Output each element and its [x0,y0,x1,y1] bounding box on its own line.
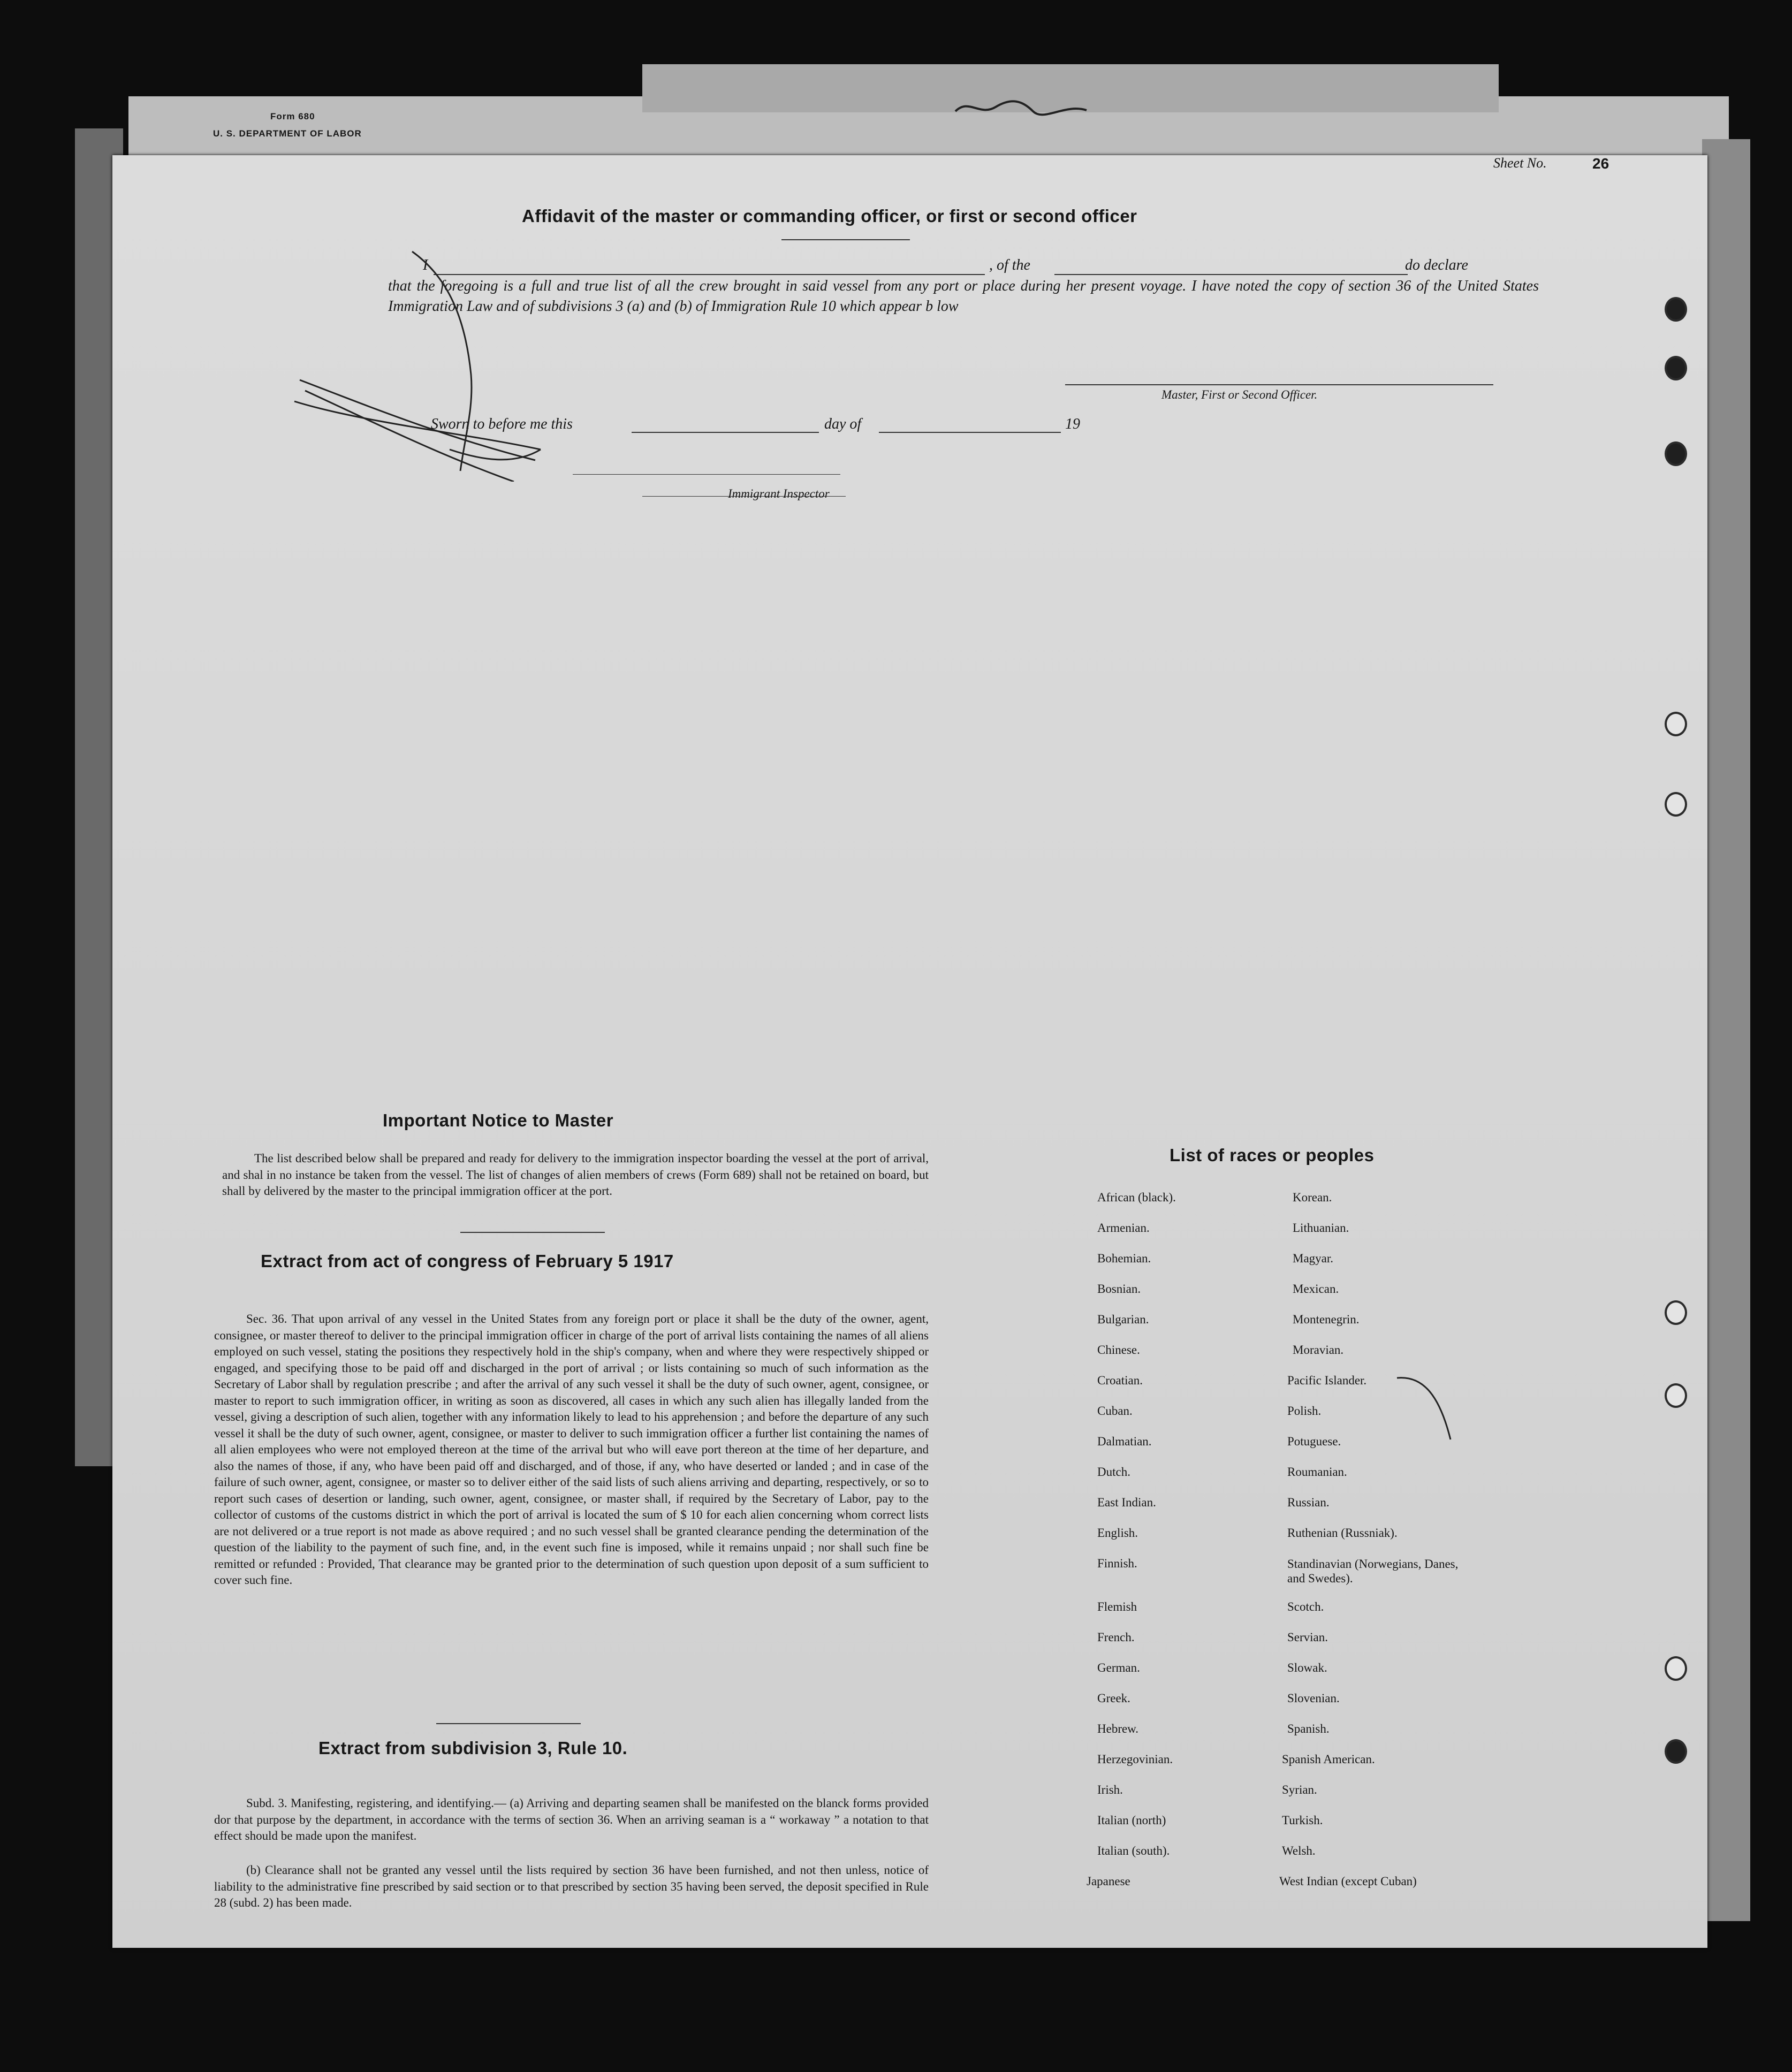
department-label: U. S. DEPARTMENT OF LABOR [213,128,362,139]
sworn-year: 19 [1065,416,1080,432]
race-right-1: Lithuanian. [1293,1221,1349,1235]
race-left-15: German. [1097,1661,1140,1674]
punch-hole [1665,1656,1687,1681]
sworn-month-blank [879,432,1061,433]
race-left-0: African (black). [1097,1191,1176,1204]
race-right-12: Standinavian (Norwegians, Danes, and Swedes). [1287,1557,1459,1585]
race-left-10: East Indian. [1097,1496,1156,1509]
master-signature-label: Master, First or Second Officer. [1161,388,1318,401]
race-left-3: Bosnian. [1097,1282,1141,1296]
pen-tick-mark [1392,1375,1461,1445]
punch-hole [1665,712,1687,736]
act-extract-text: Sec. 36. That upon arrival of any vessel in the United States from any foreign port or place it shall be the duty of the owner, agent, consignee, or master thereof to deliver to the principal immigration officer in charge of the port of arrival lists containing the names of all aliens employed on such vessel, stating the positions they respectively hold in the ship's company, when and where they were respectively shipped or engaged, and specifying those to be paid off and discharged in the port of arrival ; or lists containing so much of such information as the Secretary of Labor shall by regulation prescribe ; and after the arrival of any such vessel it shall be the duty of such owner, agent, consignee, or master to report to such immigration officer, in writing as soon as discovered, all cases in which any such alien has illegally landed from the vessel, giving a description of such alien, together with any information likely to lead to his apprehension ; and before the departure of any such vessel it shall be the duty of such owner, agent, consignee, or master to deliver to such immigration officer a further list containing the names of all alien employees who were not employed thereon at the time of the arrival but who will eave port thereon at the time of her departure, and also the names of those, if any, who have been paid off and discharged, and of those, if any, who have deserted or landed ; and in case of the failure of such owner, agent, consignee, or master so to deliver either of the said lists of such aliens arriving and departing, respectively, or so to report such cases of desertion or landing, such owner, agent, consignee, or master shall, if required by the Secretary of Labor, pay to the collector of customs of the customs district in which the port of arrival is located the sum of $ 10 for each alien concerning whom correct lists are not delivered or a true report is not made as above required ; and no such vessel shall be granted clearance pending the determination of the question of the liability to the payment of such fine, and, in the event such fine is imposed, while it remains unpaid ; nor shall such fine be remitted or refunded : Provided, That clearance may be granted prior to the determination of such question upon deposit of a sum sufficient to cover such fine. [214,1312,929,1587]
race-left-7: Cuban. [1097,1404,1133,1418]
handwritten-name-mark [953,95,1092,122]
inspector-signature-line [573,474,840,475]
race-right-15: Slowak. [1287,1661,1327,1674]
race-left-6: Croatian. [1097,1374,1143,1387]
rule-extract-text-b: (b) Clearance shall not be granted any vessel until the lists required by section 36 have been furnished, and not then unless, notice of liability to the administrative fine prescribed by said section or to that prescribed by section 35 having been served, the deposit specified in Rule 28 (subd. 2) has been made. [214,1863,929,1909]
race-right-10: Russian. [1287,1496,1330,1509]
race-right-6: Pacific Islander. [1287,1374,1367,1387]
race-right-11: Ruthenian (Russniak). [1287,1526,1398,1540]
sheet-number-label: Sheet No. [1493,155,1547,171]
race-right-19: Syrian. [1282,1783,1317,1796]
act-extract-title: Extract from act of congress of February 5 1917 [261,1251,674,1271]
race-left-12: Finnish. [1097,1557,1137,1570]
act-extract-rule [436,1723,581,1724]
affidavit-of-the: , of the [989,257,1030,273]
master-signature-line [1065,384,1493,385]
race-right-0: Korean. [1293,1191,1332,1204]
affidavit-title-rule [781,239,910,240]
race-left-4: Bulgarian. [1097,1313,1149,1326]
sheet-number: 26 [1592,155,1609,172]
race-left-2: Bohemian. [1097,1252,1151,1265]
race-left-14: French. [1097,1631,1135,1644]
sworn-day-of: day of [824,416,862,432]
pen-scribble [289,246,567,482]
race-left-19: Irish. [1097,1783,1123,1796]
race-left-13: Flemish [1097,1600,1137,1613]
rule-extract-text-a: Subd. 3. Manifesting, registering, and identifying.— (a) Arriving and departing seamen shall be manifested on the blanck forms provided dor that purpose by the department, in accordance with the terms of section 36. When an arriving seaman is a “ workaway ” a notation to that effect should be made upon the manifest. [214,1796,929,1842]
notice-text: The list described below shall be prepared and ready for delivery to the immigration inspector boarding the vessel at the port of arrival, and shal in no instance be taken from the vessel. The list of changes of alien members of crews (Form 689) shall not be retained on board, but shall by delivered by the master to the principal immigration officer at the port. [222,1152,929,1198]
affidavit-title: Affidavit of the master or commanding officer, or first or second officer [522,206,1137,226]
rule-extract-title: Extract from subdivision 3, Rule 10. [318,1738,628,1758]
punch-hole [1665,441,1687,466]
race-right-20: Turkish. [1282,1814,1323,1827]
affidavit-sheet [112,155,1707,1948]
form-number: Form 680 [270,111,315,121]
background-sheet-right [1702,139,1750,1921]
race-left-22: Japanese [1087,1875,1130,1888]
race-left-20: Italian (north) [1097,1814,1166,1827]
affidavit-line1-i: I [423,257,428,273]
notice-title: Important Notice to Master [383,1110,614,1130]
race-left-9: Dutch. [1097,1465,1130,1479]
race-right-14: Servian. [1287,1631,1328,1644]
inspector-label: Immigrant Inspector [728,487,830,500]
punch-hole [1665,1300,1687,1325]
race-right-9: Roumanian. [1287,1465,1347,1479]
race-left-16: Greek. [1097,1692,1130,1705]
punch-hole [1665,792,1687,817]
race-right-4: Montenegrin. [1293,1313,1360,1326]
race-left-18: Herzegovinian. [1097,1753,1173,1766]
race-right-2: Magyar. [1293,1252,1334,1265]
punch-hole [1665,1383,1687,1408]
race-right-3: Mexican. [1293,1282,1339,1296]
punch-hole [1665,1739,1687,1764]
race-left-21: Italian (south). [1097,1844,1170,1857]
race-right-22: West Indian (except Cuban) [1279,1875,1417,1888]
sworn-day-blank [632,432,819,433]
race-right-17: Spanish. [1287,1722,1330,1735]
race-left-17: Hebrew. [1097,1722,1139,1735]
race-right-8: Potuguese. [1287,1435,1341,1448]
race-left-1: Armenian. [1097,1221,1150,1235]
races-title: List of races or peoples [1170,1145,1375,1165]
affidavit-do-declare: do declare [1405,257,1468,273]
race-left-11: English. [1097,1526,1138,1540]
race-left-8: Dalmatian. [1097,1435,1152,1448]
race-right-21: Welsh. [1282,1844,1316,1857]
sworn-text: Sworn to before me this [431,416,573,432]
race-left-5: Chinese. [1097,1343,1140,1357]
punch-hole [1665,297,1687,322]
punch-hole [1665,356,1687,380]
affidavit-vessel-blank [1054,274,1408,275]
affidavit-text: that the foregoing is a full and true list of all the crew brought in said vessel from any port or place during her present voyage. I have noted the copy of section 36 of the United States Immigration Law and of subdivisions 3 (a) and (b) of Immigration Rule 10 which appear b low [388,278,1539,315]
notice-rule [460,1232,605,1233]
race-right-13: Scotch. [1287,1600,1324,1613]
race-right-18: Spanish American. [1282,1753,1375,1766]
race-right-5: Moravian. [1293,1343,1344,1357]
race-right-7: Polish. [1287,1404,1322,1418]
race-right-16: Slovenian. [1287,1692,1340,1705]
